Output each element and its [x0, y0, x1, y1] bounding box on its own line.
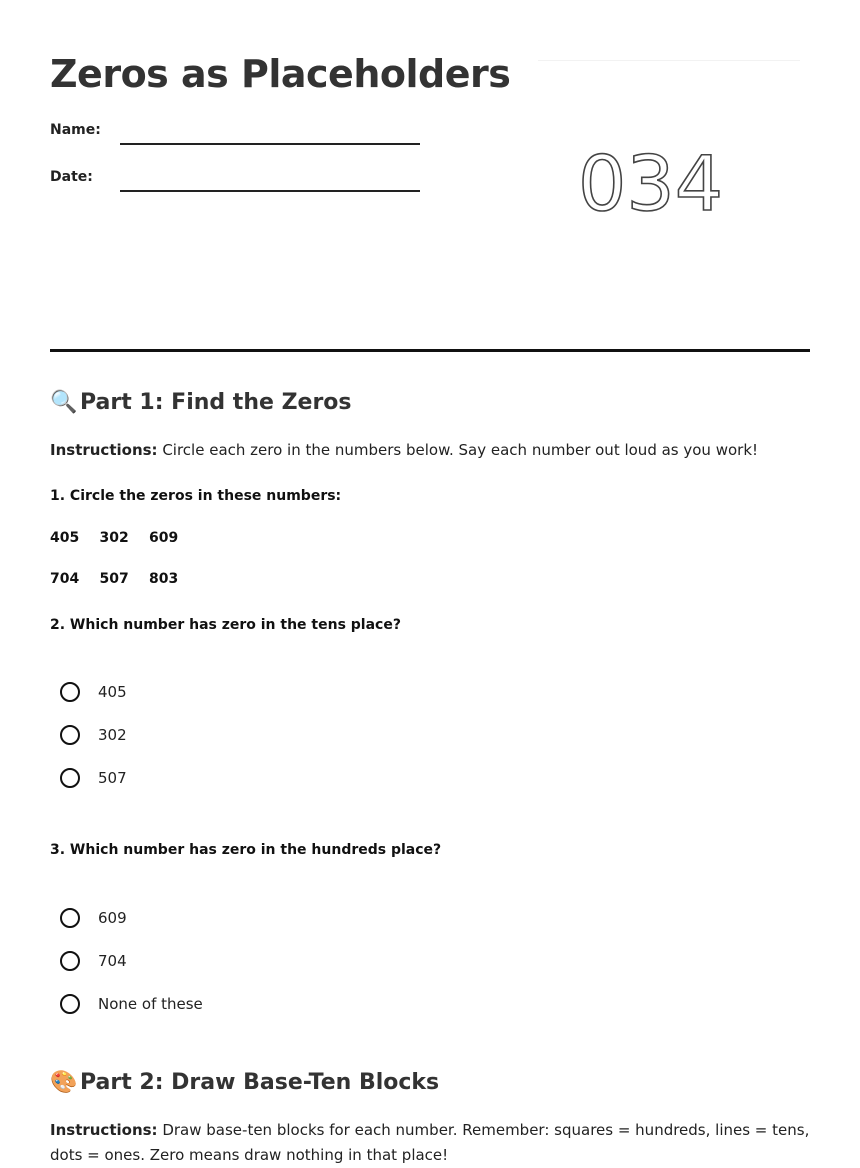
radio-button[interactable]	[60, 682, 80, 702]
q2-option-3[interactable]	[60, 766, 127, 790]
part2-heading	[50, 1068, 439, 1098]
part1-heading	[50, 388, 352, 418]
q3-option-2[interactable]	[60, 949, 127, 973]
page-title: Zeros as Placeholders	[50, 52, 511, 96]
option-label: 609	[98, 909, 127, 927]
option-label: 507	[98, 769, 127, 787]
part1-instructions-text: Circle each zero in the numbers below. Say each number out loud as you work!	[157, 441, 759, 459]
number-item[interactable]: 405	[50, 530, 80, 546]
part1-instructions-label: Instructions:	[50, 441, 158, 459]
part1-instructions	[50, 438, 810, 463]
radio-button[interactable]	[60, 994, 80, 1014]
number-item[interactable]: 803	[149, 571, 179, 587]
name-label: Name:	[50, 122, 101, 138]
question-3-prompt: 3. Which number has zero in the hundreds place?	[50, 842, 442, 858]
radio-button[interactable]	[60, 725, 80, 745]
date-label: Date:	[50, 169, 93, 185]
q2-option-2[interactable]	[60, 723, 127, 747]
radio-button[interactable]	[60, 908, 80, 928]
number-row-1	[50, 530, 199, 546]
part2-heading-text: Part 2: Draw Base-Ten Blocks	[80, 1070, 440, 1095]
worksheet-page	[50, 0, 810, 1164]
number-item[interactable]: 609	[149, 530, 179, 546]
magnifying-glass-icon: 🔍	[50, 390, 78, 415]
section-divider	[50, 349, 810, 352]
question-2-prompt: 2. Which number has zero in the tens place?	[50, 617, 401, 633]
number-item[interactable]: 704	[50, 571, 80, 587]
part2-instructions-text: Draw base-ten blocks for each number. Remember: squares = hundreds, lines = tens, dots = ones. Zero means draw nothing in that place!	[50, 1121, 810, 1164]
q2-option-1[interactable]	[60, 680, 127, 704]
radio-button[interactable]	[60, 768, 80, 788]
number-item[interactable]: 302	[99, 530, 129, 546]
palette-icon: 🎨	[50, 1070, 78, 1095]
date-line	[120, 190, 420, 192]
option-label: 302	[98, 726, 127, 744]
q3-option-3[interactable]	[60, 992, 203, 1016]
option-label: 405	[98, 683, 127, 701]
q3-option-1[interactable]	[60, 906, 127, 930]
outlined-number-graphic	[578, 139, 768, 228]
name-line	[120, 143, 420, 145]
part1-heading-text: Part 1: Find the Zeros	[80, 390, 352, 415]
question-1-prompt: 1. Circle the zeros in these numbers:	[50, 488, 342, 504]
number-row-2	[50, 571, 199, 587]
part2-instructions-label: Instructions:	[50, 1121, 158, 1139]
number-item[interactable]: 507	[99, 571, 129, 587]
radio-button[interactable]	[60, 951, 80, 971]
decoration-area	[538, 60, 800, 250]
outlined-number-text: 034	[578, 139, 724, 228]
option-label: None of these	[98, 995, 203, 1013]
option-label: 704	[98, 952, 127, 970]
